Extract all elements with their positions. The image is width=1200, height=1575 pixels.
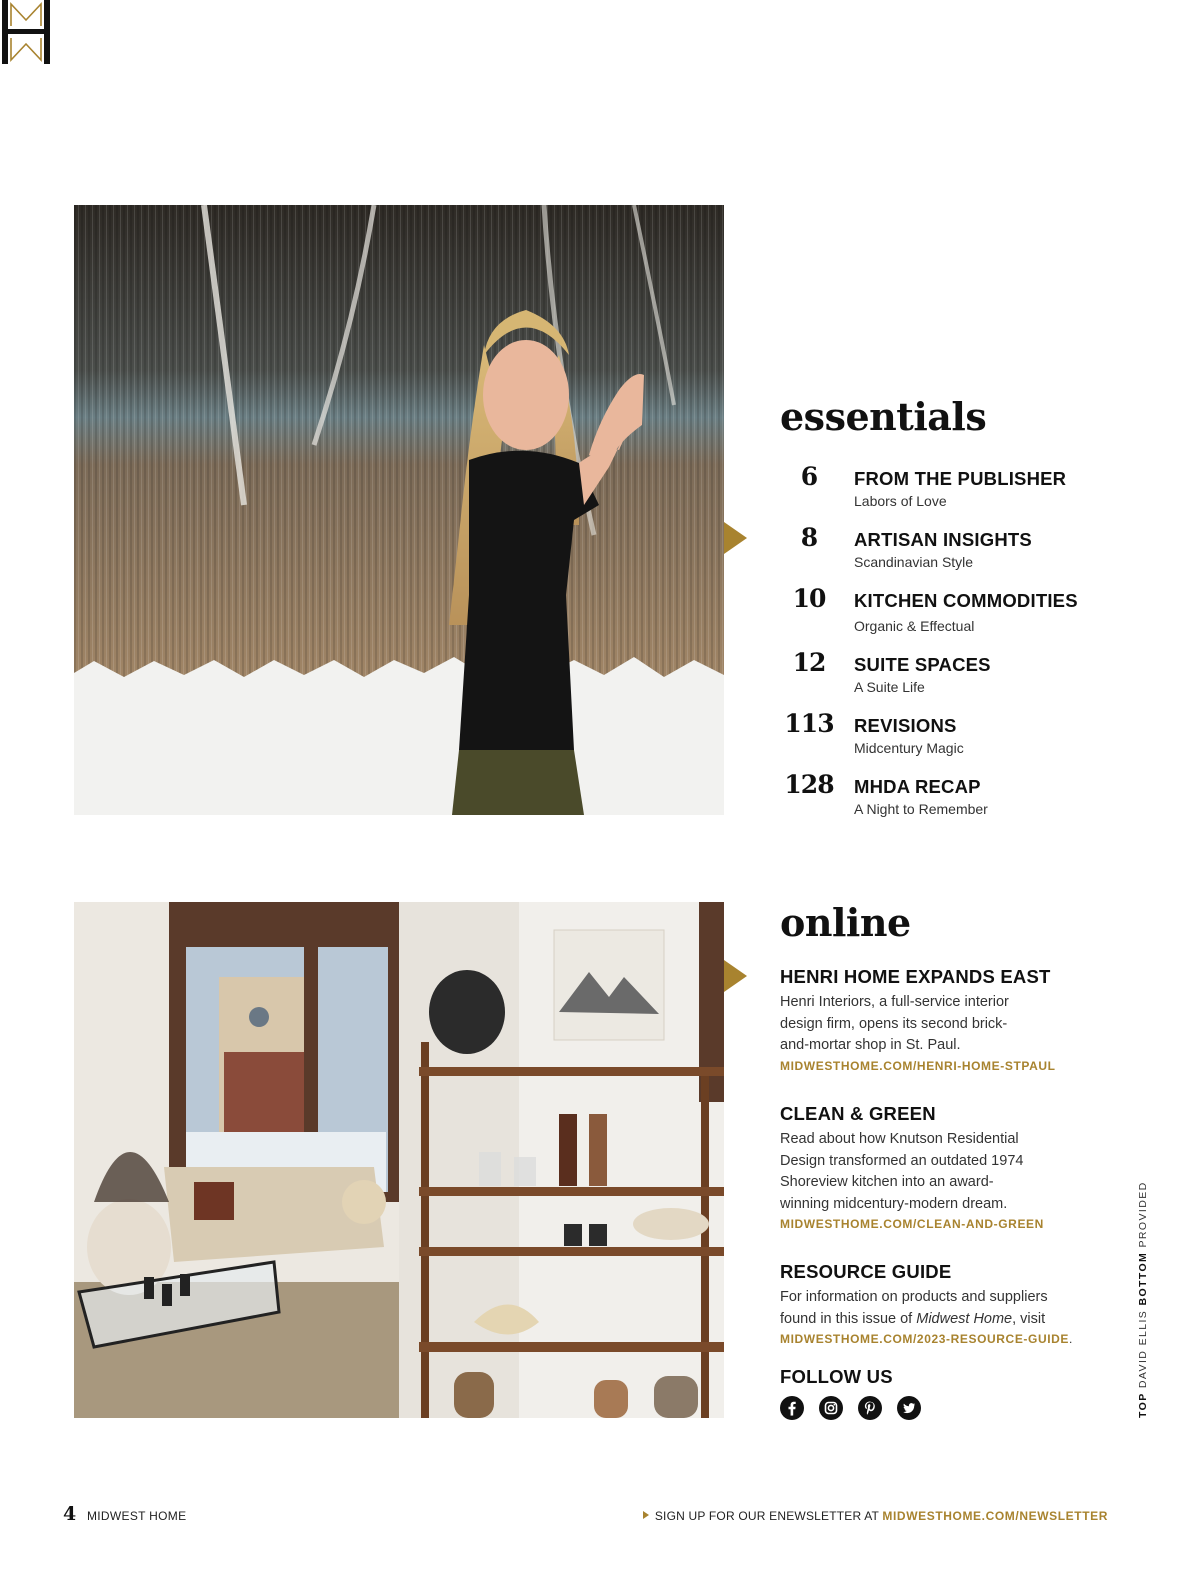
pinterest-icon[interactable] bbox=[858, 1396, 882, 1420]
online-story-link[interactable]: MIDWESTHOME.COM/2023-RESOURCE-GUIDE bbox=[780, 1332, 1070, 1346]
online-story-link[interactable]: MIDWESTHOME.COM/CLEAN-AND-GREEN bbox=[780, 1217, 1044, 1231]
online-story-body bbox=[780, 1287, 1080, 1330]
toc-subtitle: Organic & Effectual bbox=[854, 618, 975, 634]
follow-us-heading: FOLLOW US bbox=[780, 1366, 893, 1387]
online-photo-living-room bbox=[74, 902, 399, 1418]
magazine-name: MIDWEST HOME bbox=[87, 1509, 187, 1523]
credit-top-name: DAVID ELLIS bbox=[1137, 1309, 1149, 1389]
toc-title: KITCHEN COMMODITIES bbox=[854, 590, 1078, 611]
online-heading: online bbox=[780, 900, 911, 945]
toc-subtitle: Scandinavian Style bbox=[854, 554, 974, 570]
mh-monogram-icon bbox=[0, 0, 52, 64]
online-story bbox=[780, 1261, 1100, 1346]
toc-subtitle: A Suite Life bbox=[854, 679, 925, 695]
toc-item[interactable] bbox=[780, 523, 1120, 585]
online-story-body-text: For information on products and suppliers found in this issue of bbox=[780, 1289, 1048, 1327]
online-story-title: RESOURCE GUIDE bbox=[780, 1261, 952, 1282]
newsletter-text: SIGN UP FOR OUR ENEWSLETTER AT bbox=[654, 1509, 883, 1523]
facebook-icon[interactable] bbox=[780, 1396, 804, 1420]
online-pointer-arrow bbox=[724, 960, 747, 992]
toc-item[interactable] bbox=[780, 584, 1120, 646]
toc-page-number: 128 bbox=[784, 770, 834, 799]
page-number: 4 bbox=[63, 1503, 77, 1525]
toc-title: FROM THE PUBLISHER bbox=[854, 468, 1067, 489]
toc-page-number: 10 bbox=[792, 584, 826, 613]
newsletter-signup bbox=[643, 1509, 1108, 1523]
toc-subtitle: A Night to Remember bbox=[854, 801, 988, 817]
follow-us bbox=[780, 1366, 1100, 1392]
online-story-body-text: , visit bbox=[1012, 1310, 1046, 1327]
credit-bottom-label: BOTTOM bbox=[1137, 1251, 1149, 1306]
magazine-title-italic: Midwest Home bbox=[916, 1310, 1013, 1327]
feature-photo-artisan bbox=[74, 205, 724, 815]
toc-title: SUITE SPACES bbox=[854, 654, 991, 675]
online-story-link-wrap bbox=[780, 1332, 1100, 1346]
toc-page-number: 8 bbox=[800, 523, 818, 552]
triangle-bullet-icon bbox=[643, 1511, 649, 1519]
toc-page-number: 6 bbox=[800, 462, 818, 491]
online-story-link[interactable]: MIDWESTHOME.COM/HENRI-HOME-STPAUL bbox=[780, 1058, 1056, 1073]
toc-subtitle: Labors of Love bbox=[854, 493, 947, 509]
toc-title: MHDA RECAP bbox=[854, 776, 981, 797]
online-photo-shelves bbox=[399, 902, 724, 1418]
toc-item[interactable] bbox=[780, 770, 1120, 832]
toc-title: REVISIONS bbox=[854, 715, 957, 736]
essentials-pointer-arrow bbox=[724, 522, 747, 554]
online-story-body: Read about how Knutson Residential Design transformed an outdated 1974 Shoreview kitchen into an award-winning midcentury-modern dream. bbox=[780, 1131, 1024, 1212]
online-story bbox=[780, 1103, 1100, 1231]
photo-credit bbox=[1137, 1181, 1149, 1418]
online-story-title: HENRI HOME EXPANDS EAST bbox=[780, 966, 1051, 987]
toc-subtitle: Midcentury Magic bbox=[854, 740, 964, 756]
essentials-heading: essentials bbox=[780, 394, 987, 439]
newsletter-link[interactable]: MIDWESTHOME.COM/NEWSLETTER bbox=[882, 1509, 1108, 1523]
toc-item[interactable] bbox=[780, 709, 1120, 771]
toc-title: ARTISAN INSIGHTS bbox=[854, 529, 1032, 550]
instagram-icon[interactable] bbox=[819, 1396, 843, 1420]
link-period: . bbox=[1069, 1332, 1073, 1346]
social-icons bbox=[780, 1396, 921, 1420]
toc-page-number: 113 bbox=[784, 709, 834, 738]
credit-top-label: TOP bbox=[1137, 1392, 1149, 1418]
online-story-body: Henri Interiors, a full-service interior design firm, opens its second brick-and-mortar shop in St. Paul. bbox=[780, 994, 1009, 1053]
toc-item[interactable] bbox=[780, 648, 1120, 710]
toc-page-number: 12 bbox=[792, 648, 826, 677]
credit-bottom-name: PROVIDED bbox=[1137, 1181, 1149, 1248]
twitter-icon[interactable] bbox=[897, 1396, 921, 1420]
online-story-title: CLEAN & GREEN bbox=[780, 1103, 936, 1124]
online-story bbox=[780, 966, 1100, 1073]
toc-item[interactable] bbox=[780, 462, 1120, 524]
